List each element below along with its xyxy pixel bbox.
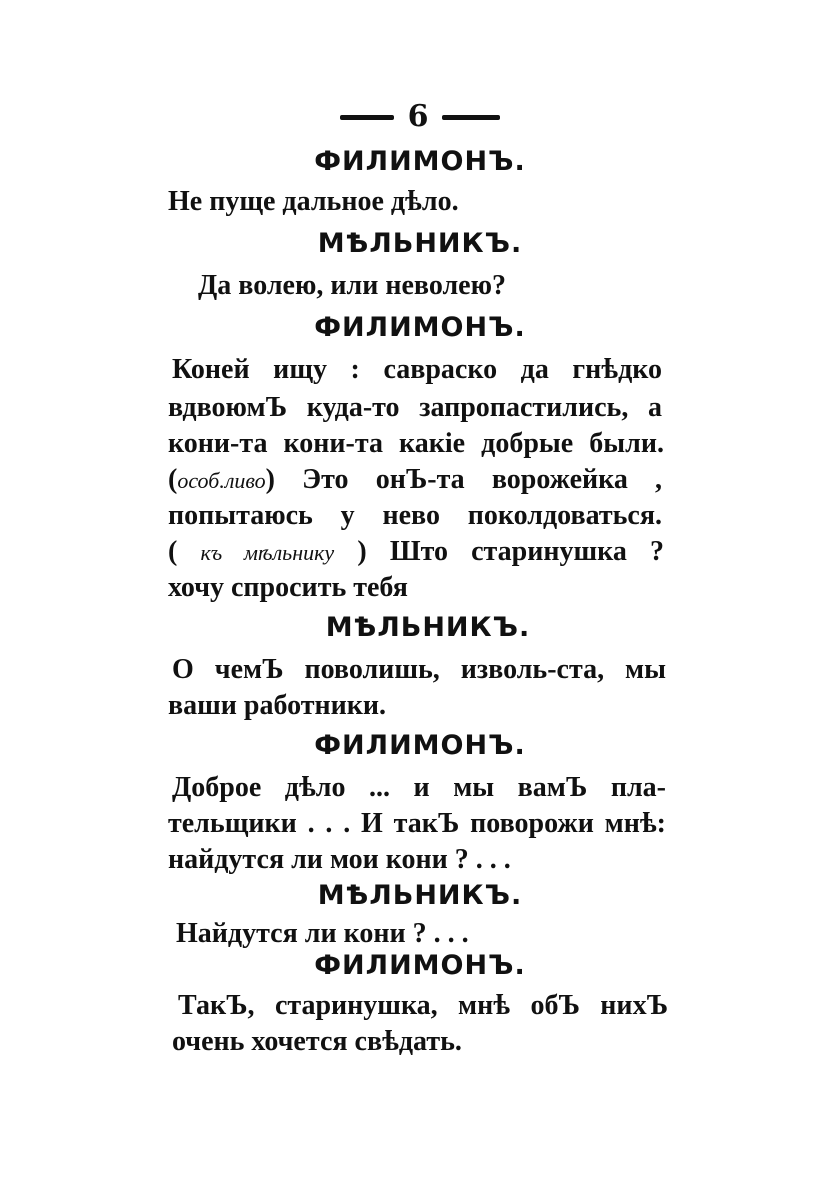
dialogue-line-with-stage-direction bbox=[168, 536, 664, 568]
dialogue-line: О чемЪ поволишь, изволь-ста, мы bbox=[172, 654, 666, 685]
dialogue-line: Коней ищу : савраско да гнѣдко bbox=[172, 354, 662, 385]
dialogue-line: Доброе дѣло ... и мы вамЪ пла- bbox=[172, 772, 666, 803]
dialogue-line: Найдутся ли кони ? . . . bbox=[176, 918, 469, 949]
speaker-filimon: ФИЛИМОНЪ. bbox=[314, 950, 526, 981]
speaker-filimon: ФИЛИМОНЪ. bbox=[314, 146, 526, 177]
line-text: ) Это онЪ-та ворожейка , bbox=[265, 464, 662, 495]
line-text: ) Што старинушка ? bbox=[334, 536, 665, 567]
dialogue-line: кони-та кони-та какіе добрые были. bbox=[168, 428, 664, 459]
dialogue-line: тельщики . . . И такЪ поворожи мнѣ: bbox=[168, 808, 666, 839]
stage-direction: особ.ливо bbox=[177, 468, 266, 493]
dialogue-line: хочу спросить тебя bbox=[168, 572, 408, 603]
dialogue-line: вдвоюмЪ куда-то запропастились, а bbox=[168, 392, 662, 423]
speaker-melnik: МѢЛЬНИКЪ. bbox=[325, 612, 531, 643]
speaker-filimon: ФИЛИМОНЪ. bbox=[314, 312, 526, 343]
dialogue-line: Да волею, или неволею? bbox=[198, 270, 506, 301]
header-rule-right bbox=[442, 115, 500, 120]
page-number: 6 bbox=[407, 99, 429, 134]
dialogue-line: попытаюсь у нево поколдоваться. bbox=[168, 500, 662, 531]
speaker-melnik: МѢЛЬНИКЪ. bbox=[317, 880, 523, 911]
paren-open: ( bbox=[168, 464, 178, 495]
dialogue-line: Не пуще дальное дѣло. bbox=[168, 186, 459, 217]
header-rule-left bbox=[340, 115, 394, 120]
dialogue-line-with-stage-direction bbox=[168, 464, 662, 496]
page-header bbox=[0, 98, 840, 135]
dialogue-line: найдутся ли мои кони ? . . . bbox=[168, 844, 511, 875]
dialogue-line: очень хочется свѣдать. bbox=[172, 1026, 462, 1057]
speaker-melnik: МѢЛЬНИКЪ. bbox=[317, 228, 523, 259]
stage-direction: къ мѣльнику bbox=[200, 540, 335, 565]
dialogue-line: ваши работники. bbox=[168, 690, 387, 721]
dialogue-line: ТакЪ, старинушка, мнѣ обЪ нихЪ bbox=[178, 990, 668, 1021]
speaker-filimon: ФИЛИМОНЪ. bbox=[314, 730, 526, 761]
paren-open: ( bbox=[168, 536, 201, 567]
